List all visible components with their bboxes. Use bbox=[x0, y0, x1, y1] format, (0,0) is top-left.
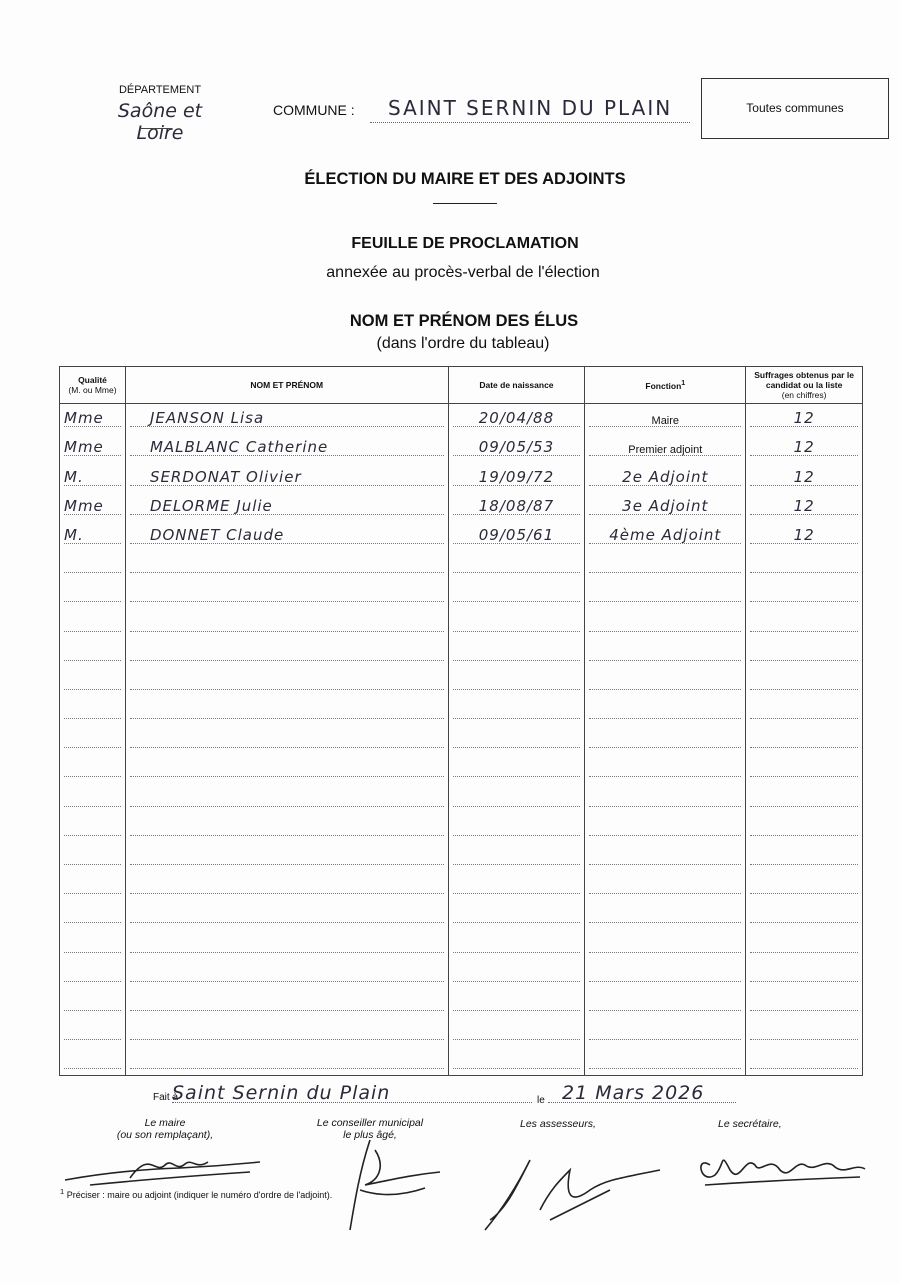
cell-empty bbox=[448, 842, 585, 871]
cell-empty bbox=[746, 754, 863, 783]
cell-empty bbox=[60, 842, 126, 871]
table-row bbox=[60, 521, 863, 550]
cell-suffrages bbox=[746, 433, 863, 462]
suffrages-value: 12 bbox=[793, 409, 815, 428]
nom-value: JEANSON Lisa bbox=[149, 409, 265, 428]
table-row-empty bbox=[60, 783, 863, 812]
cell-empty bbox=[585, 696, 746, 725]
cell-empty bbox=[746, 988, 863, 1017]
table-header-row bbox=[60, 367, 863, 404]
cell-empty bbox=[448, 550, 585, 579]
table-row-empty bbox=[60, 667, 863, 696]
suffrages-value: 12 bbox=[793, 496, 815, 515]
nom-value: DONNET Claude bbox=[149, 525, 285, 544]
cell-empty bbox=[448, 959, 585, 988]
footnote-text: Préciser : maire ou adjoint (indiquer le numéro d'ordre de l'adjoint). bbox=[66, 1190, 333, 1200]
cell-empty bbox=[60, 1046, 126, 1076]
date-value: 21 Mars 2026 bbox=[562, 1082, 705, 1104]
cell-empty bbox=[60, 783, 126, 812]
cell-nom bbox=[125, 492, 448, 521]
cell-qualite bbox=[60, 492, 126, 521]
nom-value: MALBLANC Catherine bbox=[149, 438, 329, 457]
qualite-value: Mme bbox=[64, 438, 104, 457]
cell-fonction bbox=[585, 404, 746, 434]
departement-value: Saône et Loire bbox=[117, 100, 203, 144]
date-value: 09/05/53 bbox=[478, 438, 555, 457]
cell-empty bbox=[746, 1017, 863, 1046]
sheet-title: FEUILLE DE PROCLAMATION bbox=[351, 235, 579, 252]
cell-empty bbox=[125, 783, 448, 812]
cell-fonction bbox=[585, 492, 746, 521]
cell-empty bbox=[125, 959, 448, 988]
table-row-empty bbox=[60, 1046, 863, 1076]
qualite-value: M. bbox=[64, 467, 84, 486]
cell-fonction bbox=[585, 433, 746, 462]
cell-empty bbox=[448, 754, 585, 783]
cell-empty bbox=[585, 871, 746, 900]
nom-value: DELORME Julie bbox=[149, 496, 273, 515]
date-value: 18/08/87 bbox=[478, 496, 555, 515]
cell-empty bbox=[448, 696, 585, 725]
cell-empty bbox=[125, 929, 448, 958]
cell-empty bbox=[60, 871, 126, 900]
cell-empty bbox=[125, 638, 448, 667]
cell-empty bbox=[60, 929, 126, 958]
list-title: NOM ET PRÉNOM DES ÉLUS bbox=[349, 312, 579, 330]
cell-qualite bbox=[60, 521, 126, 550]
table-row-empty bbox=[60, 638, 863, 667]
cell-empty bbox=[60, 696, 126, 725]
table-row-empty bbox=[60, 696, 863, 725]
cell-empty bbox=[585, 1017, 746, 1046]
suffrages-value: 12 bbox=[793, 438, 815, 457]
cell-empty bbox=[60, 608, 126, 637]
cell-empty bbox=[60, 1017, 126, 1046]
nom-value: SERDONAT Olivier bbox=[149, 467, 302, 486]
qualite-value: Mme bbox=[64, 496, 104, 515]
table-row-empty bbox=[60, 929, 863, 958]
cell-empty bbox=[60, 900, 126, 929]
cell-empty bbox=[746, 667, 863, 696]
cell-empty bbox=[60, 725, 126, 754]
cell-empty bbox=[60, 754, 126, 783]
cell-empty bbox=[585, 783, 746, 812]
date-dotted-line bbox=[548, 1102, 736, 1103]
conseiller-sub: le plus âgé, bbox=[343, 1129, 397, 1141]
table-row-empty bbox=[60, 550, 863, 579]
cell-empty bbox=[125, 1017, 448, 1046]
qualite-value: Mme bbox=[64, 409, 104, 428]
cell-empty bbox=[585, 725, 746, 754]
cell-empty bbox=[746, 783, 863, 812]
cell-empty bbox=[746, 813, 863, 842]
fonction-value: Premier adjoint bbox=[628, 444, 703, 457]
cell-suffrages bbox=[746, 404, 863, 434]
footnote-mark: 1 bbox=[60, 1187, 65, 1196]
main-title: ÉLECTION DU MAIRE ET DES ADJOINTS bbox=[304, 170, 626, 188]
departement-underline bbox=[140, 128, 172, 129]
table-row-empty bbox=[60, 959, 863, 988]
cell-empty bbox=[746, 725, 863, 754]
cell-nom bbox=[125, 521, 448, 550]
cell-empty bbox=[585, 900, 746, 929]
table-row-empty bbox=[60, 579, 863, 608]
cell-nom bbox=[125, 462, 448, 491]
header-fonction: Fonction$^1$ bbox=[585, 367, 746, 404]
fonction-value: Maire bbox=[651, 415, 680, 428]
cell-empty bbox=[448, 667, 585, 696]
cell-empty bbox=[746, 579, 863, 608]
table-row bbox=[60, 404, 863, 434]
cell-empty bbox=[125, 579, 448, 608]
cell-empty bbox=[125, 1046, 448, 1076]
cell-empty bbox=[585, 638, 746, 667]
cell-empty bbox=[746, 608, 863, 637]
fait-a-label: Fait à bbox=[153, 1092, 179, 1103]
table-row bbox=[60, 492, 863, 521]
cell-empty bbox=[125, 900, 448, 929]
cell-empty bbox=[125, 871, 448, 900]
secretaire-label: Le secrétaire, bbox=[718, 1118, 782, 1130]
cell-empty bbox=[60, 667, 126, 696]
cell-empty bbox=[125, 988, 448, 1017]
departement-label: DÉPARTEMENT bbox=[118, 84, 202, 96]
header-suffrages: Suffrages obtenus par le candidat ou la liste (en chiffres) bbox=[746, 367, 863, 404]
cell-empty bbox=[448, 1046, 585, 1076]
cell-empty bbox=[125, 813, 448, 842]
conseiller-signature bbox=[330, 1130, 460, 1240]
cell-qualite bbox=[60, 462, 126, 491]
cell-date bbox=[448, 404, 585, 434]
cell-empty bbox=[585, 959, 746, 988]
cell-empty bbox=[585, 550, 746, 579]
cell-empty bbox=[125, 667, 448, 696]
cell-suffrages bbox=[746, 521, 863, 550]
cell-fonction bbox=[585, 462, 746, 491]
qualite-value: M. bbox=[64, 525, 84, 544]
cell-nom bbox=[125, 404, 448, 434]
cell-empty bbox=[125, 696, 448, 725]
cell-date bbox=[448, 462, 585, 491]
table-row-empty bbox=[60, 813, 863, 842]
title-separator bbox=[433, 203, 497, 204]
conseiller-label: Le conseiller municipal bbox=[316, 1117, 424, 1129]
cell-empty bbox=[60, 579, 126, 608]
cell-empty bbox=[585, 754, 746, 783]
assesseurs-label: Les assesseurs, bbox=[520, 1118, 596, 1130]
cell-empty bbox=[448, 900, 585, 929]
cell-empty bbox=[585, 667, 746, 696]
table-row-empty bbox=[60, 871, 863, 900]
cell-empty bbox=[448, 1017, 585, 1046]
cell-date bbox=[448, 521, 585, 550]
table-row-empty bbox=[60, 725, 863, 754]
table-row-empty bbox=[60, 1017, 863, 1046]
fonction-value: 4ème Adjoint bbox=[609, 525, 722, 544]
cell-empty bbox=[448, 579, 585, 608]
maire-sub: (ou son remplaçant), bbox=[116, 1129, 214, 1141]
cell-empty bbox=[448, 783, 585, 812]
cell-suffrages bbox=[746, 492, 863, 521]
cell-empty bbox=[125, 608, 448, 637]
date-label: le bbox=[537, 1095, 545, 1106]
cell-empty bbox=[746, 900, 863, 929]
cell-empty bbox=[60, 988, 126, 1017]
cell-empty bbox=[585, 929, 746, 958]
cell-empty bbox=[448, 608, 585, 637]
list-subtitle: (dans l'ordre du tableau) bbox=[376, 335, 550, 352]
cell-empty bbox=[746, 871, 863, 900]
cell-empty bbox=[585, 988, 746, 1017]
maire-label-block bbox=[100, 1117, 230, 1141]
cell-date bbox=[448, 433, 585, 462]
suffrages-value: 12 bbox=[793, 467, 815, 486]
maire-label: Le maire bbox=[144, 1117, 186, 1129]
date-value: 19/09/72 bbox=[478, 467, 555, 486]
cell-empty bbox=[448, 988, 585, 1017]
cell-empty bbox=[448, 929, 585, 958]
cell-empty bbox=[448, 725, 585, 754]
footnote bbox=[60, 1187, 332, 1200]
cell-empty bbox=[585, 813, 746, 842]
cell-empty bbox=[746, 638, 863, 667]
cell-empty bbox=[448, 813, 585, 842]
elected-table bbox=[59, 366, 863, 1076]
cell-nom bbox=[125, 433, 448, 462]
table-row-empty bbox=[60, 842, 863, 871]
cell-qualite bbox=[60, 404, 126, 434]
table-row-empty bbox=[60, 988, 863, 1017]
cell-empty bbox=[125, 754, 448, 783]
cell-qualite bbox=[60, 433, 126, 462]
cell-empty bbox=[448, 871, 585, 900]
cell-empty bbox=[585, 1046, 746, 1076]
cell-empty bbox=[585, 579, 746, 608]
fonction-value: 3e Adjoint bbox=[622, 496, 709, 515]
cell-empty bbox=[60, 638, 126, 667]
date-value: 09/05/61 bbox=[478, 525, 555, 544]
cell-empty bbox=[585, 608, 746, 637]
maire-signature bbox=[60, 1140, 280, 1190]
header-qualite: Qualité (M. ou Mme) bbox=[60, 367, 126, 404]
cell-empty bbox=[746, 959, 863, 988]
cell-fonction bbox=[585, 521, 746, 550]
cell-suffrages bbox=[746, 462, 863, 491]
cell-empty bbox=[746, 1046, 863, 1076]
header-nom: NOM ET PRÉNOM bbox=[125, 367, 448, 404]
table-row-empty bbox=[60, 754, 863, 783]
fait-a-value: Saint Sernin du Plain bbox=[172, 1082, 391, 1104]
sheet-subtitle: annexée au procès-verbal de l'élection bbox=[326, 264, 600, 281]
cell-empty bbox=[125, 725, 448, 754]
table-row-empty bbox=[60, 900, 863, 929]
cell-empty bbox=[125, 842, 448, 871]
table-row bbox=[60, 462, 863, 491]
cell-empty bbox=[746, 929, 863, 958]
date-value: 20/04/88 bbox=[478, 409, 555, 428]
cell-empty bbox=[125, 550, 448, 579]
fonction-value: 2e Adjoint bbox=[622, 467, 709, 486]
cell-empty bbox=[585, 842, 746, 871]
cell-empty bbox=[60, 959, 126, 988]
cell-empty bbox=[60, 550, 126, 579]
secretaire-signature bbox=[690, 1135, 870, 1195]
table-row bbox=[60, 433, 863, 462]
assesseurs-signature bbox=[470, 1150, 670, 1240]
footnote-ref: 1 bbox=[681, 379, 686, 387]
table-row-empty bbox=[60, 608, 863, 637]
commune-label: COMMUNE : bbox=[273, 102, 355, 118]
commune-dotted-line bbox=[370, 122, 690, 123]
scope-box: Toutes communes bbox=[701, 78, 889, 139]
commune-value: SAINT SERNIN DU PLAIN bbox=[388, 96, 673, 120]
header-date: Date de naissance bbox=[448, 367, 585, 404]
suffrages-value: 12 bbox=[793, 525, 815, 544]
cell-empty bbox=[746, 842, 863, 871]
fait-a-dotted-line bbox=[172, 1102, 532, 1103]
departement-block bbox=[95, 84, 225, 144]
cell-empty bbox=[746, 696, 863, 725]
cell-empty bbox=[448, 638, 585, 667]
cell-date bbox=[448, 492, 585, 521]
cell-empty bbox=[746, 550, 863, 579]
cell-empty bbox=[60, 813, 126, 842]
